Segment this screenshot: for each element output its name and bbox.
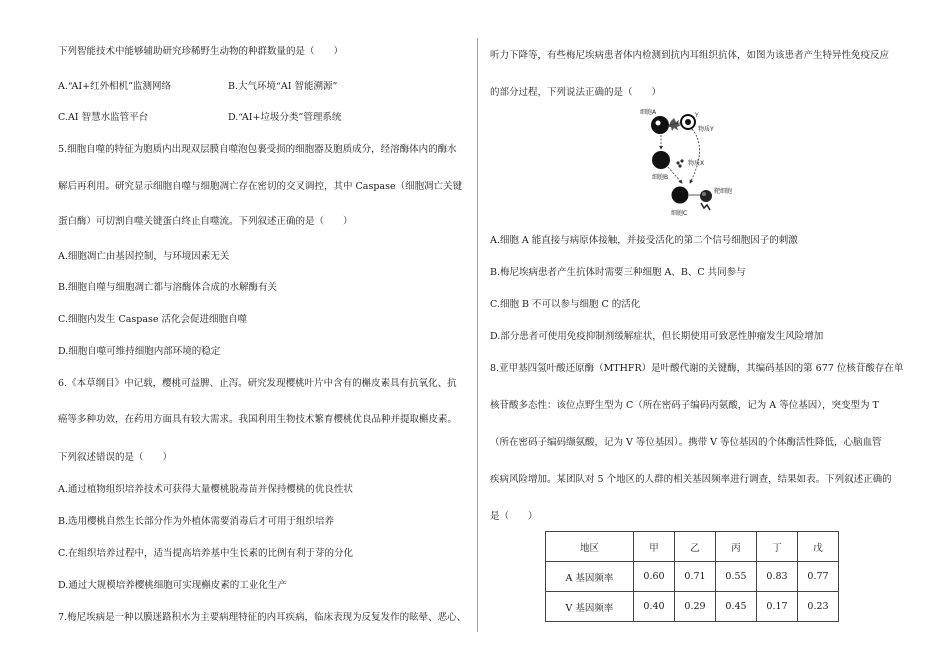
target-cell-label: 靶细胞 [714, 188, 733, 195]
q6-option-d: D.通过大规模培养樱桃细胞可实现槲皮素的工业化生产 [58, 580, 287, 591]
gene-frequency-table [545, 531, 839, 622]
q7-option-a: A.细胞 A 能直接与病原体接触，并接受活化的第二个信号细胞因子的刺激 [490, 235, 798, 246]
table-cell: 0.45 [716, 592, 757, 622]
q7-stem-line3: 的部分过程，下列说法正确的是（ ） [490, 87, 662, 98]
table-cell: 0.77 [798, 562, 839, 592]
q5-option-d: D.细胞自噬可维持细胞内部环境的稳定 [58, 346, 221, 357]
table-cell: 甲 [634, 532, 675, 562]
q5-stem-line3: 蛋白酶）可切割自噬关键蛋白终止自噬流。下列叙述正确的是（ ） [58, 216, 353, 227]
q8-stem-line2: 核苷酸多态性：该位点野生型为 C（所在密码子编码丙氨酸，记为 A 等位基因），突变型为 T [490, 400, 879, 411]
table-cell: 0.23 [798, 592, 839, 622]
cell-b-shape [652, 151, 670, 169]
q6-option-c: C.在组织培养过程中，适当提高培养基中生长素的比例有利于芽的分化 [58, 548, 353, 559]
q4-stem: 下列智能技术中能够辅助研究珍稀野生动物的种群数量的是（ ） [58, 46, 344, 57]
table-row [546, 562, 839, 592]
q5-stem-line1: 5.细胞自噬的特征为胞质内出现双层膜自噬泡包裹受损的细胞器及胞质成分，经溶酶体内的酶水 [58, 144, 457, 155]
cell-c-label: 细胞C [671, 210, 688, 217]
q8-stem-line1: 8.亚甲基四氢叶酸还原酶（MTHFR）是叶酸代谢的关键酶，其编码基因的第 677 位核苷酸存在单 [490, 363, 904, 374]
table-cell: 0.17 [757, 592, 798, 622]
q8-stem-line5: 是（ ） [490, 511, 538, 522]
table-cell: 0.83 [757, 562, 798, 592]
q6-stem-line2: 癌等多种功效，在药用方面具有较大需求。我国利用生物技术繁育樱桃优良品种并提取槲皮素。 [58, 414, 458, 425]
q7-option-b: B.梅尼埃病患者产生抗体时需要三种细胞 A、B、C 共同参与 [490, 267, 746, 278]
column-divider [477, 38, 478, 632]
q5-option-b: B.细胞自噬与细胞凋亡都与溶酶体合成的水解酶有关 [58, 282, 278, 293]
q4-option-b: B.大气环境“AI 智能溯源” [228, 81, 338, 92]
table-cell: 地区 [546, 532, 634, 562]
q7-stem-line1: 7.梅尼埃病是一种以膜迷路积水为主要病理特征的内耳疾病，临床表现为反复发作的眩晕、恶心、 [58, 612, 467, 623]
q6-option-b: B.选用樱桃自然生长部分作为外植体需要消毒后才可用于组织培养 [58, 516, 335, 527]
cell-a-shape [651, 116, 669, 134]
table-cell: 0.40 [634, 592, 675, 622]
q7-stem-line2: 听力下降等，有些梅尼埃病患者体内检测到抗内耳组织抗体，如图为该患者产生特异性免疫反应 [490, 50, 890, 61]
q5-option-c: C.细胞内发生 Caspase 活化会促进细胞自噬 [58, 314, 248, 325]
cell-c-shape [672, 187, 689, 204]
target-cell-shape [700, 190, 712, 202]
q6-stem-line1: 6.《本草纲目》中记载，樱桃可益脾、止泻。研究发现樱桃叶片中含有的槲皮素具有抗氧化、抗 [58, 378, 457, 389]
q5-stem-line2: 解后再利用。研究显示细胞自噬与细胞凋亡存在密切的交叉调控，其中 Caspase（细胞凋亡关键 [58, 181, 463, 192]
q8-stem-line4: 疾病风险增加。某团队对 5 个地区的人群的相关基因频率进行调查，结果如表。下列叙述正确的 [490, 474, 892, 485]
q8-stem-line3: （所在密码子编码缬氨酸，记为 V 等位基因）。携带 V 等位基因的个体酶活性降低，心脑血管 [490, 437, 882, 448]
table-cell: A 基因频率 [546, 562, 634, 592]
table-cell: 戊 [798, 532, 839, 562]
immune-response-figure [628, 103, 746, 221]
q7-option-d: D.部分患者可使用免疫抑制剂缓解症状，但长期使用可致恶性肿瘤发生风险增加 [490, 331, 824, 342]
table-cell: 丁 [757, 532, 798, 562]
cell-a-label: 细胞A [640, 109, 657, 116]
q4-options-ab [58, 80, 468, 94]
table-cell: 0.71 [675, 562, 716, 592]
table-cell: 乙 [675, 532, 716, 562]
table-header-row [546, 532, 839, 562]
immune-response-diagram [628, 103, 746, 221]
q4-options-cd [58, 111, 468, 125]
cell-b-label: 细胞B [652, 174, 669, 181]
substance-x-label: 物质X [688, 160, 705, 167]
q4-option-a: A.“AI+红外相机”监测网络 [58, 81, 171, 92]
svg-text:Y: Y [695, 112, 699, 119]
q4-option-c: C.AI 智慧水监管平台 [58, 112, 149, 123]
table-row [546, 592, 839, 622]
q4-option-d: D.“AI+垃圾分类”管理系统 [228, 112, 342, 123]
substance-y-label: 物质Y [698, 126, 714, 133]
q6-option-a: A.通过植物组织培养技术可获得大量樱桃脱毒苗并保持樱桃的优良性状 [58, 484, 353, 495]
q5-option-a: A.细胞凋亡由基因控制，与环境因素无关 [58, 251, 230, 262]
table-cell: 0.60 [634, 562, 675, 592]
q6-stem-line3: 下列叙述错误的是（ ） [58, 452, 173, 463]
q7-option-c: C.细胞 B 不可以参与细胞 C 的活化 [490, 299, 641, 310]
table-cell: V 基因频率 [546, 592, 634, 622]
table-cell: 丙 [716, 532, 757, 562]
table-cell: 0.55 [716, 562, 757, 592]
table-cell: 0.29 [675, 592, 716, 622]
